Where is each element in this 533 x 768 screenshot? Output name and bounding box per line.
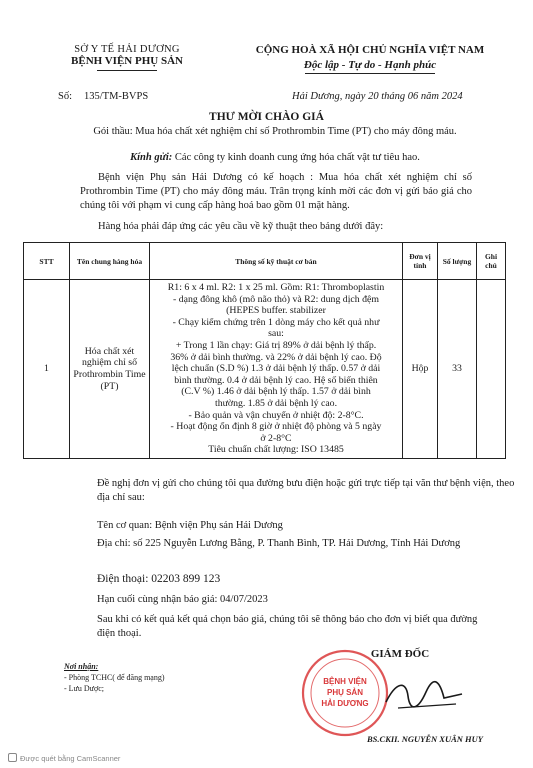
submission-request: Đề nghị đơn vị gửi cho chúng tôi qua đường bưu điện hoặc gửi trực tiếp tại văn thư bệnh viện, theo địa chỉ sau: [97,478,515,503]
cell-qty: 33 [438,280,477,459]
spec-line: (HEPES buffer. stabilizer [226,305,326,317]
scanner-text: Được quét bằng CamScanner [20,754,121,763]
org-name: Tên cơ quan: Bệnh viện Phụ sản Hải Dương [97,520,283,531]
divider [305,73,435,74]
spec-line: sau: [268,328,284,340]
recipient-line [40,152,510,163]
header-stt: STT [24,243,70,280]
camscanner-icon [8,753,17,762]
hospital-name: BỆNH VIỆN PHỤ SẢN [71,55,183,67]
svg-text:PHỤ SẢN: PHỤ SẢN [326,688,364,697]
recipient-item: - Phòng TCHC( để đăng mạng) [64,673,165,682]
doc-number-label: Số: [58,91,73,102]
org-address: Địa chỉ: số 225 Nguyễn Lương Bằng, P. Thanh Bình, TP. Hải Dương, Tỉnh Hải Dương [97,538,461,549]
org-phone: Điện thoại: 02203 899 123 [97,573,221,585]
spec-line: ở 2-8°C [260,432,292,444]
department-name: SỞ Y TẾ HẢI DƯƠNG [74,44,180,55]
recipient-item: - Lưu Dược; [64,684,105,693]
spec-line: Tiêu chuẩn chất lượng: ISO 13485 [208,444,344,456]
requirements-intro: Hàng hóa phải đáp ứng các yêu cầu về kỹ thuật theo bảng dưới đây: [98,221,384,232]
signer-name: BS.CKII. NGUYỄN XUÂN HUY [367,734,483,744]
spec-line: + Trong 1 lần chạy: Giá trị 89% ở dải bệnh lý thấp. [175,339,377,351]
spec-line: - Hoạt động ổn định 8 giờ ở nhiệt độ phòng và 5 ngày [170,421,382,433]
place-date: Hải Dương, ngày 20 tháng 06 năm 2024 [292,91,463,102]
divider [97,70,157,71]
spec-line: - Bảo quản và vận chuyển ở nhiệt độ: 2-8°C. [188,409,364,421]
requirements-table [23,242,506,459]
svg-text:HẢI DƯƠNG: HẢI DƯƠNG [321,699,369,708]
intro-paragraph: Bệnh viện Phụ sản Hải Dương có kế hoạch : Mua hóa chất xét nghiệm chỉ số Prothrombin Time (PT) cho máy đông máu. Trân trọng kính mời các đơn vị gửi báo giá cho chúng tôi với phạm vi cung cấp hàng hoá bao gồm 01 mặt hàng. [80,172,472,211]
cell-spec [150,280,403,459]
package-description: Gói thầu: Mua hóa chất xét nghiệm chỉ số Prothrombin Time (PT) cho máy đông máu. [93,126,457,137]
spec-line: lệch chuẩn (S.D %) 1.3 ở dải bệnh lý thấp. 0.57 ở dải [171,363,381,375]
svg-text:BỆNH VIỆN: BỆNH VIỆN [323,677,367,686]
document-title: THƯ MỜI CHÀO GIÁ [209,111,324,123]
national-header [245,44,495,74]
scanner-watermark [8,753,120,763]
header-name: Tên chung hàng hóa [70,243,150,280]
handwritten-signature [378,674,468,714]
cell-stt: 1 [24,280,70,459]
quote-deadline: Hạn cuối cùng nhận báo giá: 04/07/2023 [97,594,268,605]
doc-number-value: 135/TM-BVPS [84,91,149,102]
spec-line: - Chạy kiểm chứng trên 1 dòng máy cho kết quả như [172,316,380,328]
spec-line: 36% ở dải bình thường. và 22% ở dải bệnh lý cao. Độ [170,351,382,363]
header-unit: Đơn vị tính [403,243,438,280]
spec-line: bình thường. 0.4 ở dải bệnh lý cao. Hệ số biến thiên [174,374,378,386]
spec-line: R1: 6 x 4 ml. R2: 1 x 25 ml. Gồm: R1: Thromboplastin [167,282,385,293]
cell-name: Hóa chất xét nghiệm chỉ số Prothrombin Time (PT) [70,280,150,459]
recipients-heading: Nơi nhận: [64,662,99,671]
nation-name: CỘNG HOÀ XÃ HỘI CHỦ NGHĨA VIỆT NAM [255,44,485,56]
header-qty: Số lượng [438,243,477,280]
table-header-row [24,243,506,280]
table-row [24,280,506,459]
recipient-text: Các công ty kinh doanh cung ứng hóa chất vật tư tiêu hao. [174,152,420,163]
signer-title: GIÁM ĐỐC [370,648,430,660]
cell-note [477,280,506,459]
recipient-label: Kính gửi: [130,152,173,163]
official-stamp [300,648,390,738]
header-note: Ghi chú [477,243,506,280]
spec-line: (C.V %) 1.46 ở dải bệnh lý thấp. 1.57 ở dải bình [181,386,371,398]
cell-unit: Hộp [403,280,438,459]
spec-line: thường. 1.85 ở dải bệnh lý cao. [214,397,338,409]
document-number [58,91,160,102]
issuing-agency [52,44,202,71]
closing-note: Sau khi có kết quả kết quả chọn báo giá, chúng tôi sẽ thông báo cho đơn vị biết qua đường điện thoại. [97,614,478,639]
header-spec: Thông số kỹ thuật cơ bản [150,243,403,280]
recipients-block [64,661,165,694]
national-motto: Độc lập - Tự do - Hạnh phúc [303,59,437,71]
spec-line: - dạng đông khô (mô não thỏ) và R2: dung dịch đệm [173,293,379,305]
